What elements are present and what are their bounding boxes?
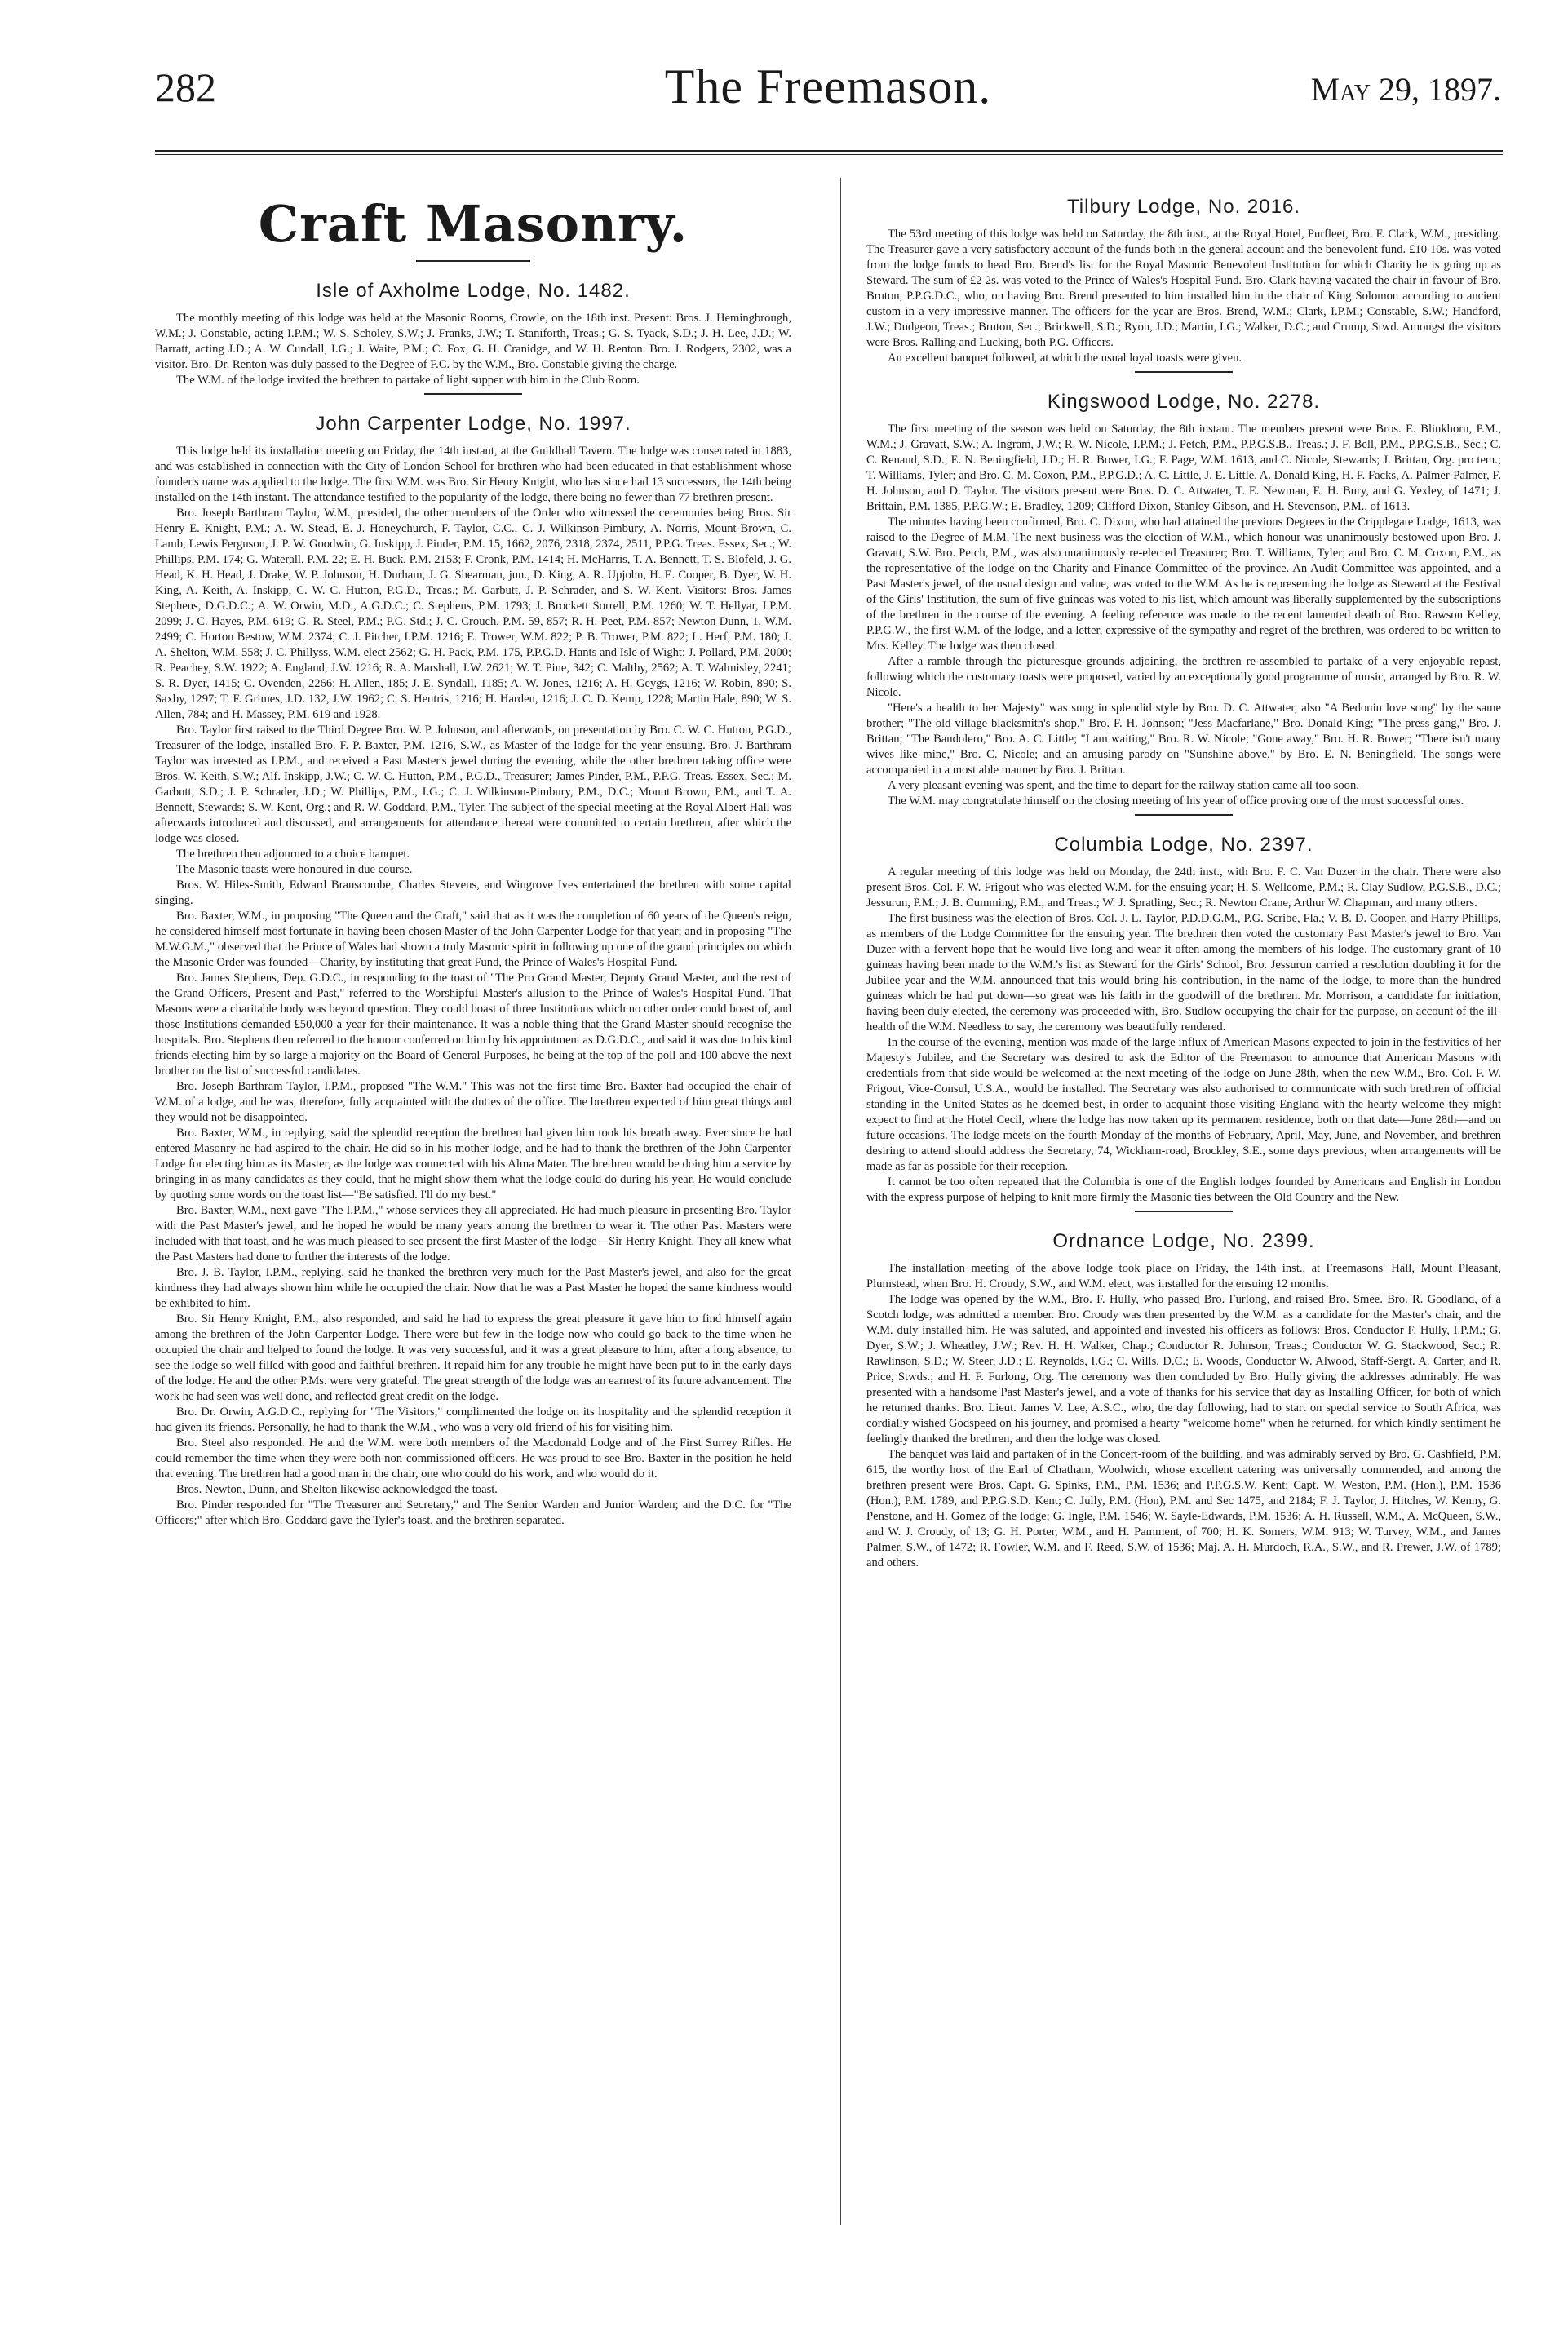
article-rule	[424, 393, 522, 395]
article	[866, 1230, 1501, 1571]
article-paragraph: Bros. Newton, Dunn, and Shelton likewise acknowledged the toast.	[176, 1483, 498, 1496]
article-paragraph: The monthly meeting of this lodge was held at the Masonic Rooms, Crowle, on the 18th inst. Present: Bros. J. Hemingbrough, W.M.; J. Constable, acting I.P.M.; W. S. Scholey, S.W.; J. Franks, J.W.; T. Staniforth, Treas.; G. S. Tyack, S.D.; J. H. Lee, J.D.; W. Barratt, acting J.D.; A. W. Cundall, I.G.; J. Waite, P.M.; C. Fox, G. H. Cranidge, and W. H. Renton. Bro. J. Rodgers, 2302, was a visitor. Bro. Dr. Renton was duly passed to the Degree of F.C. by the W.M., Bro. Constable giving the charge.	[155, 312, 791, 371]
masthead-rule	[155, 150, 1503, 152]
article-rule	[1135, 1211, 1233, 1212]
article-paragraph: Bros. W. Hiles-Smith, Edward Branscombe, Charles Stevens, and Wingrove Ives entertained the brethren with some capital singing.	[155, 879, 791, 907]
newspaper-title: The Freemason.	[664, 60, 992, 113]
article	[155, 413, 791, 1529]
page-number: 282	[155, 64, 216, 110]
article-rule	[1135, 371, 1233, 373]
masthead	[155, 60, 1501, 145]
article	[866, 834, 1501, 1206]
issue-date: May 29, 1897.	[1310, 71, 1501, 108]
article-paragraph: The Masonic toasts were honoured in due course.	[176, 863, 413, 876]
masthead-rule-thin	[155, 154, 1503, 155]
article-heading: John Carpenter Lodge, No. 1997.	[315, 413, 631, 435]
article-paragraph: Bro. Baxter, W.M., in replying, said the splendid reception the brethren had given him took his breath away. Ever since he had entered Masonry he had aspired to the chair. He did so in his mother lodge, and he had to thank the brethren of the John Carpenter Lodge for electing him as its Master, as the lodge was connected with his Alma Mater. The brethren would be doing him a service by bringing in as many candidates as they could, that he might show them what the lodge could do during his year. He would conclude by quoting some words on the toast list—"Be satisfied. I'll do my best."	[155, 1127, 791, 1202]
article-paragraph: Bro. Sir Henry Knight, P.M., also responded, and said he had to express the great pleasure it gave him to find himself again among the brethren of the John Carpenter Lodge. There were but few in the lodge now who could go back to the time when he occupied the chair and helped to found the lodge. It was very successful, and it was a great pleasure to him, after a long absence, to see the lodge so well filled with good and faithful brethren. It repaid him for any trouble he might have been put to in the early days of the lodge. He and the other P.Ms. were very grateful. The great strength of the lodge was an earnest of its future advancement. The work he had seen was well done, and reflected great credit on the lodge.	[155, 1313, 791, 1403]
article-paragraph: Bro. Joseph Barthram Taylor, I.P.M., proposed "The W.M." This was not the first time Bro. Baxter had occupied the chair of W.M. of a lodge, and he was, therefore, fully acquainted with the duties of the office. The brethren expected of him great things and they would not be disappointed.	[155, 1080, 791, 1124]
article-paragraph: This lodge held its installation meeting on Friday, the 14th instant, at the Guildhall Tavern. The lodge was consecrated in 1883, and was established in connection with the City of London School for brethren who had been educated in that establishment whose founder's name was applied to the lodge. The first W.M. was Bro. Sir Henry Knight, who has since had 13 successors, the 14th being installed on the 14th instant. The attendance testified to the popularity of the lodge, there being no fewer than 77 brethren present.	[155, 445, 791, 504]
article-paragraph: Bro. Baxter, W.M., next gave "The I.P.M.," whose services they all appreciated. He had much pleasure in presenting Bro. Taylor with the Past Master's jewel, and he hoped he would be many years among the brethren to wear it. The other Past Masters were included with that toast, and he was much pleased to see present the first Master of the lodge—Sir Henry Knight. They all knew what the Past Masters had done to further the interests of the lodge.	[155, 1204, 791, 1264]
section-title: Craft Masonry.	[258, 194, 689, 254]
article-paragraph: A very pleasant evening was spent, and the time to depart for the railway station came all too soon.	[888, 779, 1359, 792]
column-divider	[840, 178, 841, 2225]
article	[866, 196, 1501, 366]
article	[866, 391, 1501, 809]
article-paragraph: The minutes having been confirmed, Bro. C. Dixon, who had attained the previous Degrees in the Cripplegate Lodge, 1613, was raised to the Degree of M.M. The next business was the election of W.M., which honour was unanimously bestowed upon Bro. J. Gravatt, S.W. Bro. Petch, P.M., was also unanimously re-elected Treasurer; Bro. T. Williams, Tyler; and Bro. C. M. Coxon, P.M., as the representative of the lodge on the Charity and Finance Committee of the province. An Audit Committee was appointed, and a Past Master's jewel, of the usual design and value, was voted to the W.M. As he is representing the lodge as Steward at the Festival of the Girls' Institution, the sum of five guineas was voted to his list, which amount was liberally supplemented by the subscriptions of the brethren in the course of the evening. A feeling reference was made to the recent lamented death of Bro. Rawson Kelley, P.P.G.W., the first W.M. of the lodge, and a letter, expressive of the sympathy and regret of the brethren, was ordered to be written to Mrs. Kelley. The lodge was then closed.	[866, 516, 1501, 653]
article-heading: Tilbury Lodge, No. 2016.	[1067, 196, 1300, 218]
article-rule	[1135, 814, 1233, 816]
left-column	[155, 178, 791, 2233]
article-paragraph: The W.M. may congratulate himself on the closing meeting of his year of office proving one of the most successful ones.	[888, 795, 1464, 808]
article-paragraph: The brethren then adjourned to a choice banquet.	[176, 848, 410, 861]
article-paragraph: It cannot be too often repeated that the Columbia is one of the English lodges founded by Americans and English in London with the express purpose of helping to knit more firmly the Masonic ties between the Old Country and the New.	[866, 1175, 1501, 1204]
article-heading: Columbia Lodge, No. 2397.	[1054, 834, 1313, 856]
article-paragraph: Bro. James Stephens, Dep. G.D.C., in responding to the toast of "The Pro Grand Master, Deputy Grand Master, and the rest of the Grand Officers, Present and Past," referred to the Worshipful Master's allusion to the Prince of Wales's Hospital Fund. That Masons were a charitable body was beyond question. They could boast of three Institutions which no other order could boast of, and those Institutions demanded £50,000 a year for their maintenance. It was a noble thing that the Grand Master should recognise the hospitals. Bro. Stephens then referred to the honour conferred on him by his appointment as D.G.D.C., and said it was due to his kind friends electing him by so large a majority on the Board of General Purposes, he being at the top of the poll and 100 above the next brother on the list of successful candidates.	[155, 972, 791, 1078]
article-paragraph: An excellent banquet followed, at which the usual loyal toasts were given.	[888, 352, 1242, 365]
article-paragraph: After a ramble through the picturesque grounds adjoining, the brethren re-assembled to partake of a very enjoyable repast, following which the customary toasts were proposed, varied by an exceptionally good programme of music, arranged by Bro. R. W. Nicole.	[866, 655, 1501, 699]
article-paragraph: Bro. J. B. Taylor, I.P.M., replying, said he thanked the brethren very much for the Past Master's jewel, and also for the great kindness they had always shown him while he occupied the chair. Now that he was a Past Master he hoped the same kindness would be exhibited to him.	[155, 1266, 791, 1310]
article-heading: Kingswood Lodge, No. 2278.	[1047, 391, 1321, 413]
article-paragraph: The first meeting of the season was held on Saturday, the 8th instant. The members present were Bros. E. Blinkhorn, P.M., W.M.; J. Gravatt, S.W.; A. Ingram, J.W.; R. W. Nicole, I.P.M.; J. Petch, P.M., P.P.G.S.B., Treas.; J. F. Bell, P.M., P.P.G.S.B., Sec.; C. C. Renaud, S.D.; E. N. Beningfield, J.D.; H. R. Bower, I.G.; F. Page, W.M. 1613, and C. Nicole, Stewards; J. Brittan, Org. pro tem.; T. Williams, Tyler; and Bro. C. M. Coxon, P.M., P.P.G.D.; A. C. Little, J. E. Little, A. Donald King, H. F. Facks, A. Palmer-Palmer, F. H. Johnson, and D. Taylor. The visitors present were Bros. D. C. Attwater, T. E. Newman, E. H. Bury, and G. Yexley, of 1471; J. Brittain, P.M. 1385, P.P.G.W.; E. Bradley, 1209; Clifford Dixon, Stanley Gibson, and H. Stevenson, P.M., of 1613.	[866, 423, 1501, 513]
article-paragraph: The banquet was laid and partaken of in the Concert-room of the building, and was admirably served by Bro. G. Cashfield, P.M. 615, the worthy host of the Earl of Chatham, Woolwich, whose excellent catering was universally commended, and among the brethren present were Bros. Capt. G. Spinks, P.M., P.M. 1536; and P.P.G.S.W. Kent; Capt. W. Weston, P.M. (Hon.), P.M. 1536 (Hon.), P.M. 1789, and P.P.G.S.D. Kent; C. Jully, P.M. (Hon), P.M. and Sec 1475, and 2184; F. J. Taylor, J. Hitches, W. Kenny, G. Penstone, and H. Gomez of the lodge; G. Ingle, P.M. 1546; W. Sayle-Edwards, P.M. 1536; A. H. Russell, W.M., A. McQueen, S.W., and W. J. Croudy, of 13; G. H. Porter, W.M., and H. Pamment, of 700; H. K. Somers, W.M. 913; W. Turvey, W.M., and James Palmer, S.W., of 1472; R. Fowler, W.M. and F. Reed, S.W. of 1536; Maj. A. H. Murdoch, R.A., S.W., and R. Prewer, J.W. of 1789; and others.	[866, 1448, 1501, 1569]
article-paragraph: A regular meeting of this lodge was held on Monday, the 24th inst., with Bro. F. C. Van Duzer in the chair. There were also present Bros. Col. F. W. Frigout who was elected W.M. for the ensuing year; H. S. Wellcome, P.M.; R. Clay Sudlow, P.G.S.B., D.C.; Jessurun, P.M.; J. B. Cumming, P.M., and Treas.; W. J. Spratling, Sec.; R. Newton Crane, Arthur W. Chapman, and many others.	[866, 865, 1501, 910]
article-paragraph: Bro. Baxter, W.M., in proposing "The Queen and the Craft," said that as it was the completion of 60 years of the Queen's reign, he considered himself most fortunate in having been chosen Master of the John Carpenter Lodge for that year; and in proposing "The M.W.G.M.," observed that the Prince of Wales had shown a truly Masonic spirit in following up one of the grand principles on which the Masonic Order was founded—Charity, by instituting that great Fund, the Prince of Wales's Hospital Fund.	[155, 910, 791, 969]
article-paragraph: Bro. Pinder responded for "The Treasurer and Secretary," and The Senior Warden and Junior Warden; and the D.C. for "The Officers;" after which Bro. Goddard gave the Tyler's toast, and the brethren separated.	[155, 1499, 791, 1527]
article-paragraph: The first business was the election of Bros. Col. J. L. Taylor, P.D.D.G.M., P.G. Scribe, Fla.; V. B. D. Cooper, and Harry Phillips, as members of the Lodge Committee for the ensuing year. The brethren then voted the customary Past Master's jewel to Bro. Van Duzer with a fervent hope that he would live long and wear it often among the members of his lodge. The customary grant of 10 guineas having been made to the W.M.'s list as Steward for the Girls' School, Bro. Jessurun carried a resolution doubling it for the Jubilee year and the W.M. announced that this would bring his contribution, in the name of the lodge, to more than the hundred guineas which he had put down—so great was his faith in the goodwill of the brethren. Mr. Morrison, a candidate for initiation, having been duly elected, the ceremony was proceeded with, Bro. Sudlow occupying the chair for the purpose, on account of the ill-health of the W.M. Needless to say, the ceremony was beautifully rendered.	[866, 912, 1501, 1034]
article-paragraph: The lodge was opened by the W.M., Bro. F. Hully, who passed Bro. Furlong, and raised Bro. Smee. Bro. R. Goodland, of a Scotch lodge, was admitted a member. Bro. Croudy was then presented by the W.M. as a candidate for the Master's chair, and the W.M. duly installed him. He was saluted, and appointed and invested his officers as follows: Bros. Conductor F. Hully, I.P.M.; G. Dyer, S.W.; J. Wheatley, J.W.; Rev. H. H. Walker, Chap.; Conductor R. Johnson, Treas.; Conductor W. G. Stackwood, Sec.; R. Rawlinson, S.D.; W. Steer, J.D.; E. Reynolds, I.G.; C. Wills, D.C.; E. Woods, Conductor W. Alwood, Staff-Sergt. A. Carter, and R. Price, Stwds.; and H. F. Furlong, Org. The ceremony was then concluded by Bro. Hully giving the addresses admirably. He was presented with a handsome Past Master's jewel, and a vote of thanks for his service that day as Installing Officer, for both of which he returned thanks. Bro. Lieut. James V. Lee, A.S.C., who, the day following, had to start on special service to South Africa, was cordially wished Godspeed on his journey, and promised a hearty "welcome home" when he returned, for which kindly sentiment he feelingly thanked the brethren, and then the lodge was closed.	[866, 1293, 1501, 1445]
article-paragraph: In the course of the evening, mention was made of the large influx of American Masons expected to join in the festivities of her Majesty's Jubilee, and the Secretary was desired to ask the Editor of the Freemason to announce that American Masons with credentials from that side would be welcomed at the next meeting of the lodge on June 28th, when the new W.M., Bro. Col. F. W. Frigout, Vice-Consul, U.S.A., would be installed. The Secretary was also authorised to communicate with such brethren of official standing in the United States as he deemed best, in order to acquaint those visiting England with the hearty welcome they might expect to find at the Hotel Cecil, where the lodge has now taken up its permanent residence, both on that date—June 28th—and on future occasions. The lodge meets on the fourth Monday of the months of February, April, May, June, and November, and brethren desiring to attend should address the Secretary, 74, Wickham-road, Brockley, S.E., some days previous, when arrangements will be made as far as possible for their reception.	[866, 1036, 1501, 1173]
right-column	[866, 178, 1501, 2233]
article-paragraph: "Here's a health to her Majesty" was sung in splendid style by Bro. D. C. Attwater, also "A Bedouin love song" by the same brother; "The old village blacksmith's shop," Bro. F. H. Johnson; "Jess Macfarlane," Bro. Donald King; "The press gang," Bro. J. Brittan; "The Bandolero," Bro. A. C. Little; "I am waiting," Bro. R. W. Nicole; "Gone away," Bro. H. R. Bower; "There isn't many wives like mine," Bro. C. Nicole; and an amusing parody on "Sunshine above," by Bro. E. N. Beningfield. The songs were accompanied in a most able manner by Bro. J. Brittan.	[866, 702, 1501, 777]
article-paragraph: The W.M. of the lodge invited the brethren to partake of light supper with him in the Club Room.	[176, 374, 640, 387]
article-paragraph: Bro. Taylor first raised to the Third Degree Bro. W. P. Johnson, and afterwards, on presentation by Bro. C. W. C. Hutton, P.G.D., Treasurer of the lodge, installed Bro. F. P. Baxter, P.M. 1216, S.W., as Master of the lodge for the year ensuing. Bro. J. Barthram Taylor was invested as I.P.M., and received a Past Master's jewel during the evening, while the other brethren taking office were Bros. W. Keith, S.W.; Alf. Inskipp, J.W.; C. W. C. Hutton, P.M., P.G.D., Treasurer; James Pinder, P.M., P.P.G. Treas. Essex, Sec.; M. Garbutt, S.D.; J. P. Schrader, J.D.; W. Phillips, P.M., I.G.; C. J. Wilkinson-Pimbury, P.M., D.C.; Mount Brown, P.M., and T. A. Bennett, Stewards; S. W. Kent, Org.; and R. W. Goddard, P.M., Tyler. The subject of the special meeting at the Royal Albert Hall was afterwards introduced and discussed, and arrangements for attendance thereat were committed to certain brethren, after which the lodge was closed.	[155, 724, 791, 845]
article-paragraph: Bro. Joseph Barthram Taylor, W.M., presided, the other members of the Order who witnessed the ceremonies being Bros. Sir Henry E. Knight, P.M.; A. W. Stead, E. J. Honeychurch, F. Taylor, C.C., C. J. Wilkinson-Pimbury, A. Norris, Mount-Brown, C. Lamb, Lewis Ferguson, J. P. W. Goodwin, G. Inskipp, J. Pinder, P.M. 15, 1662, 2076, 2318, 2374, 2511, P.P.G. Treas. Essex, Sec.; W. Phillips, P.M. 174; G. Waterall, P.M. 22; E. H. Buck, P.M. 2153; F. Cronk, P.M. 1414; H. McHarris, T. A. Bennett, T. S. Blofeld, J. G. Head, K. H. Head, J. Drake, W. P. Johnson, H. Durham, J. G. Shearman, jun., D. King, A. R. Upjohn, H. E. Cooper, B. Dyer, W. H. King, A. Keith, A. Inskipp, C. W. C. Hutton, P.G.D., Treas.; M. Garbutt, J. P. Schrader, and S. W. Kent. Visitors: Bros. James Stephens, D.G.D.C.; A. W. Orwin, M.D., A.G.D.C.; C. Stephens, P.M. 1793; J. Brockett Sorrell, P.M. 1260; W. T. Hellyar, I.P.M. 2099; J. C. Hayes, P.M. 619; G. R. Steel, P.M.; P.G. Std.; J. C. Crouch, P.M. 59, 857; R. H. Peet, P.M. 857; Newton Dunn, 1, W.M. 2499; C. Horton Bestow, W.M. 2374; C. J. Pitcher, I.P.M. 1216; E. Trower, W.M. 822; P. B. Trower, P.M. 822; L. Herf, P.M. 180; J. A. Shelton, W.M. 558; J. C. Phillyss, W.M. elect 2562; G. H. Pack, P.M. 175, P.P.G.D. Hants and Isle of Wight; J. Pollard, P.M. 2000; R. Peachey, S.W. 1922; A. England, J.W. 1216; R. A. Marshall, J.W. 2621; W. T. Pine, 342; C. Maltby, 2562; A. T. Walmisley, 2241; S. R. Dyer, 1415; C. Ovenden, 2266; H. Allen, 185; J. E. Syndall, 1185; A. W. Jones, 1216; A. H. Geygs, 1216; W. Robin, 890; S. Saxby, 1297; T. F. Grimes, J.D. 132, J.W. 1962; C. S. Hentris, 1216; H. Harden, 1216; J. C. D. Kemp, 1228; Martin Hale, 890; W. S. Allen, 784; and H. Massey, P.M. 619 and 1928.	[155, 507, 791, 721]
section-rule	[416, 260, 530, 262]
article-paragraph: The installation meeting of the above lodge took place on Friday, the 14th inst., at Freemasons' Hall, Mount Pleasant, Plumstead, when Bro. H. Croudy, S.W., and W.M. elect, was installed for the ensuing 12 months.	[866, 1262, 1501, 1290]
article-paragraph: Bro. Dr. Orwin, A.G.D.C., replying for "The Visitors," complimented the lodge on its hospitality and the splendid reception it had given its friends. Personally, he had to thank the W.M., who was a very old friend of his for visiting him.	[155, 1406, 791, 1434]
article-paragraph: Bro. Steel also responded. He and the W.M. were both members of the Macdonald Lodge and of the First Surrey Rifles. He could remember the time when they were both non-commissioned officers. He was proud to see Bro. Baxter in the position he held that evening. The brethren had a good man in the chair, one who could do his work, and who would do it.	[155, 1437, 791, 1481]
article-paragraph: The 53rd meeting of this lodge was held on Saturday, the 8th inst., at the Royal Hotel, Purfleet, Bro. F. Clark, W.M., presiding. The Treasurer gave a very satisfactory account of the funds both in the general account and the benevolent fund. £10 10s. was voted from the lodge funds to head Bro. Brend's list for the Royal Masonic Benevolent Institution for which Charity he is going up as Steward. The sum of £2 2s. was voted to the Prince of Wales's Hospital Fund. Bro. Clark having vacated the chair in favour of Bro. Bruton, P.P.G.D.C., who, on having Bro. Brend presented to him installed him in the chair of King Solomon according to ancient custom in a very impressive manner. The officers for the year are Bros. Brend, W.M.; Clark, I.P.M.; Constable, S.W.; Handford, J.W.; Dudgeon, Treas.; Bruton, Sec.; Brickwell, S.D.; Ryon, J.D.; Martin, I.G.; Walker, D.C.; and Crump, Stwd. Amongst the visitors were Bros. Ralling and Lucking, both P.G. Officers.	[866, 228, 1501, 349]
article-heading: Ordnance Lodge, No. 2399.	[1052, 1230, 1315, 1252]
article-heading: Isle of Axholme Lodge, No. 1482.	[316, 280, 631, 302]
article	[155, 280, 791, 388]
